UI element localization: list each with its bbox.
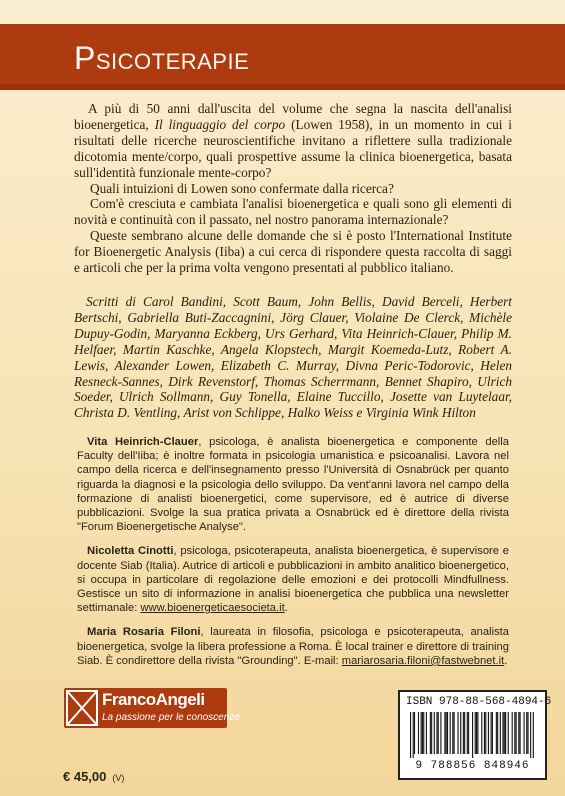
intro-paragraph-1: A più di 50 anni dall'uscita del volume che segna la nascita dell'analisi bioenergetica, Il linguaggio del corpo (Lowen 1958), in un momento in cui i risultati delle ricerche neuroscientifiche invitano a riflettere sulla tradizionale dicotomia mente/corpo, quali prospettive assume la clinica bioenergetica, basata sull'identità funzionale mente-corpo? (74, 101, 512, 180)
series-title: Psicoterapie (74, 40, 250, 76)
price-code: (V) (112, 773, 125, 783)
bio-name: Nicoletta Cinotti (87, 545, 174, 558)
publisher-logo (64, 688, 240, 728)
bio-name: Maria Rosaria Filoni (87, 626, 201, 639)
contributors-text: Scritti di Carol Bandini, Scott Baum, John Bellis, David Berceli, Herbert Bertschi, Gabriella Buti-Zaccagnini, Jörg Clauer, Violaine De Clerck, Michèle Dupuy-Godin, Maryanna Eckberg, Urs Gerhard, Vita Heinrich-Clauer, Philip M. Helfaer, Martin Kaschke, Angela Klopstech, Margit Koemeda-Lutz, Robert A. Lewis, Alexander Lowen, Elizabeth C. Murray, Divna Peric-Todorovic, Helen Resneck-Sannes, Dirk Revenstorf, Thomas Scherrmann, Bennet Shapiro, Ulrich Soeder, Ulrich Sollmann, Guy Tonella, Elaine Tuccillo, Josette van Luytelaar, Christa D. Ventling, Arist von Schlippe, Halko Weiss e Virginia Wink Hilton (74, 294, 512, 421)
intro-paragraph-2: Quali intuizioni di Lowen sono confermate dalla ricerca? (90, 180, 394, 196)
publisher-name: FrancoAngeli (102, 690, 205, 709)
contributors-list (74, 294, 512, 421)
barcode-digits: 9 788856 848946 (415, 760, 530, 772)
intro-paragraph-4: Queste sembrano alcune delle domande che si è posto l'International Institute for Bioenergetic Analysis (Iiba) a cui cerca di rispondere questa raccolta di saggi e articoli che per la prima volta vengono presentati al pubblico italiano. (74, 228, 512, 276)
bio-nicoletta-cinotti: Nicoletta Cinotti, psicologa, psicoterapeuta, analista bioenergetica, è supervisore e docente Siab (Italia). Autrice di articoli e pubblicazioni in ambito analitico bioenergetico, si occupa in particolare di regolazione delle emozioni e dei protocolli Mindfullness. Gestisce un sito di informazione in analisi bioenergetica che pubblica una newsletter settimanale: www.bioenergeticaesocieta.it. (77, 545, 509, 615)
website-link[interactable]: www.bioenergeticaesocieta.it (140, 602, 285, 615)
email-link[interactable]: mariarosaria.filoni@fastwebnet.it (341, 654, 505, 667)
bio-vita-heinrich-clauer: Vita Heinrich-Clauer, psicologa, è analista bioenergetica e componente della Faculty dell'Iiba; è inoltre formata in psicologia umanistica e psicoanalisi. Lavora nel campo della ricerca e dell'insegnamento presso l'Università di Osnabrück per quanto riguarda la diagnosi e la psicologia dello sviluppo. Da vent'anni lavora nel campo della formazione di analisti bioenergetici, come supervisore, ed è autrice di diverse pubblicazioni. Svolge la sua pratica privata a Osnabrück ed è direttore della rivista "Forum Bioenergetische Analyse". (77, 436, 509, 534)
series-header-band (0, 24, 565, 90)
bio-name: Vita Heinrich-Clauer (87, 436, 199, 448)
book-title: Il linguaggio del corpo (154, 116, 286, 132)
isbn-label: ISBN 978-88-568-4894-6 (406, 696, 552, 708)
price-amount: € 45,00 (63, 769, 107, 784)
publisher-mark-icon (66, 690, 98, 726)
editor-bios (77, 435, 509, 678)
barcode-icon (406, 712, 539, 758)
isbn-barcode (398, 690, 552, 780)
intro-text (74, 101, 512, 276)
intro-paragraph-3: Com'è cresciuta e cambiata l'analisi bioenergetica e quali sono gli elementi di novità e continuità con il passato, nel nostro panorama internazionale? (74, 196, 512, 228)
bio-maria-rosaria-filoni: Maria Rosaria Filoni, laureata in filosofia, psicologa e psicoterapeuta, analista bioenergetica, svolge la libera professione a Roma. È local trainer e direttore di training Siab. È condirettore della rivista "Grounding". E-mail: mariarosaria.filoni@fastwebnet.it. (77, 626, 510, 667)
price (63, 769, 124, 784)
publisher-tagline: La passione per le conoscenze (102, 712, 240, 723)
